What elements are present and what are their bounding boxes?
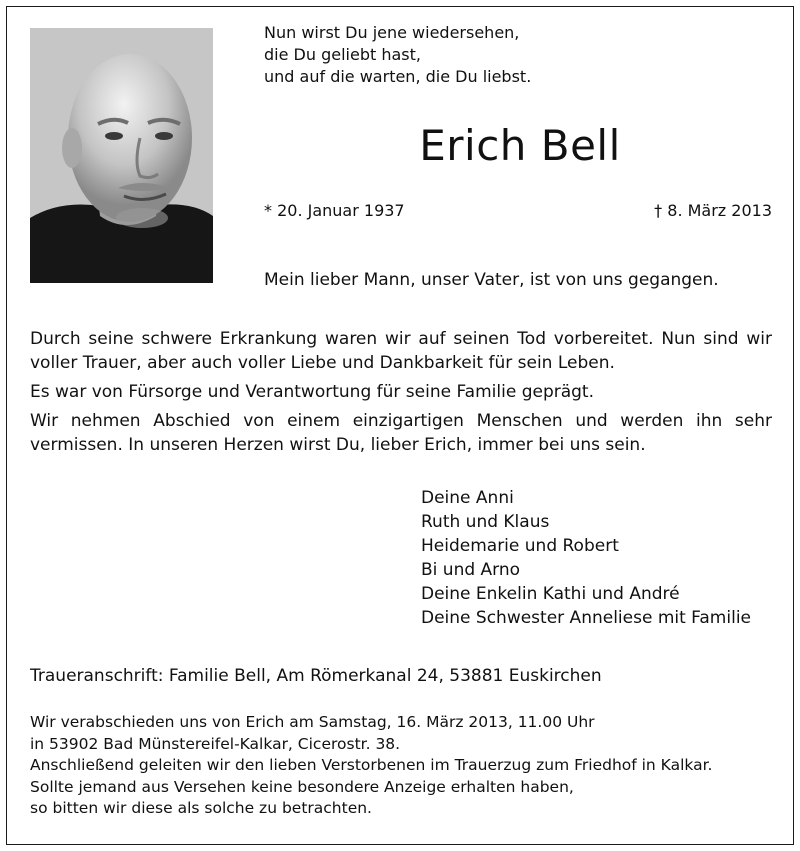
service-line: Anschließend geleiten wir den lieben Verstorbenen im Trauerzug zum Friedhof in Kalkar. (30, 756, 713, 774)
signatory: Bi und Arno (421, 560, 521, 580)
verse-line: Nun wirst Du jene wiedersehen, (264, 23, 520, 42)
mourning-address: Traueranschrift: Familie Bell, Am Römerkanal 24, 53881 Euskirchen (30, 666, 602, 686)
birth-date: * 20. Januar 1937 (264, 201, 405, 220)
body-paragraph: Wir nehmen Abschied von einem einzigartigen Menschen und werden ihn sehr vermissen. In unseren Herzen wirst Du, lieber Erich, immer bei uns sein. (30, 411, 772, 455)
service-line: so bitten wir diese als solche zu betrachten. (30, 799, 372, 817)
body-paragraph: Es war von Fürsorge und Verantwortung für seine Familie geprägt. (30, 382, 594, 402)
signatory: Deine Schwester Anneliese mit Familie (421, 608, 751, 628)
verse-line: und auf die warten, die Du liebst. (264, 67, 532, 86)
deceased-name: Erich Bell (419, 121, 621, 170)
signatory: Ruth und Klaus (421, 512, 550, 532)
service-line: Wir verabschieden uns von Erich am Samstag, 16. März 2013, 11.00 Uhr (30, 713, 595, 731)
intro-sentence: Mein lieber Mann, unser Vater, ist von uns gegangen. (264, 270, 719, 290)
service-line: in 53902 Bad Münstereifel-Kalkar, Cicerostr. 38. (30, 734, 401, 753)
body-paragraph: Durch seine schwere Erkrankung waren wir auf seinen Tod vorbereitet. Nun sind wir voller Trauer, aber auch voller Liebe und Dankbarkeit für sein Leben. (30, 329, 772, 373)
signatory: Deine Anni (421, 488, 514, 508)
signatory: Deine Enkelin Kathi und André (421, 584, 680, 604)
verse (264, 22, 564, 88)
body-text (30, 327, 772, 462)
portrait-image (30, 28, 213, 283)
portrait-photo (30, 28, 213, 283)
signatories (421, 486, 751, 630)
service-line: Sollte jemand aus Versehen keine besondere Anzeige erhalten haben, (30, 777, 574, 796)
death-date: † 8. März 2013 (654, 201, 772, 220)
verse-line: die Du geliebt hast, (264, 45, 421, 64)
service-info (30, 712, 775, 820)
signatory: Heidemarie und Robert (421, 536, 619, 556)
